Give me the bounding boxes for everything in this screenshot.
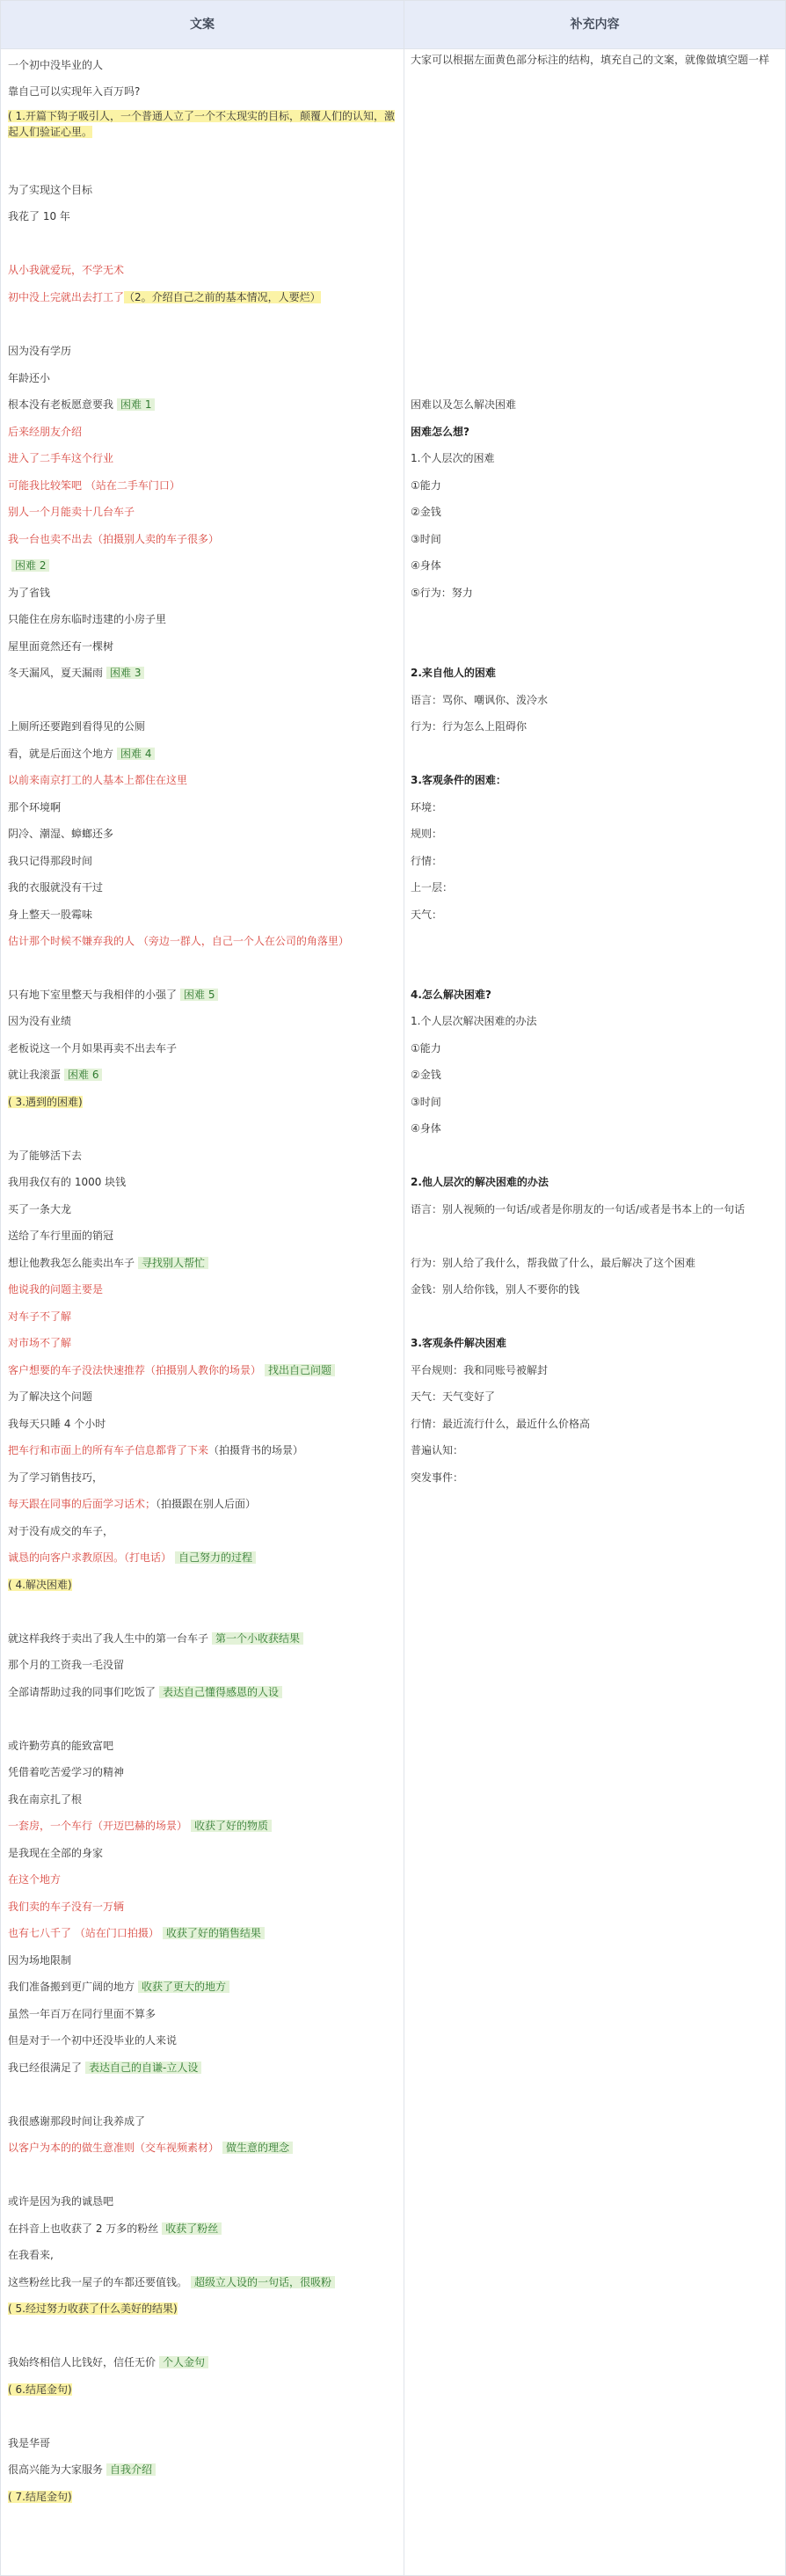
annotation-tag: 个人金句 [159,2356,208,2368]
text-segment: 客户想要的车子没法快速推荐（拍摄别人教你的场景） [8,1364,262,1376]
text-segment: 上厕所还要跑到看得见的公厕 [8,720,146,733]
text-segment: 我在南京扎了根 [8,1793,83,1806]
note-line [411,531,778,547]
copy-line [8,1281,103,1297]
text-segment: 以客户为本的的做生意准则（交车视频素材） [8,2142,220,2154]
note-line [411,692,778,708]
structure-note: ( 6.结尾金句) [8,2383,72,2396]
copy-line [8,1013,71,1029]
copy-line [8,558,49,573]
text-segment: 买了一条大龙 [8,1203,72,1215]
copy-line [8,2274,335,2290]
note-line [411,1067,778,1083]
copy-line [8,2221,222,2237]
copy-line [8,639,113,654]
text-segment: 对于没有成交的车子， [8,1525,114,1537]
text-segment: 凭借着吃苦爱学习的精神 [8,1766,125,1778]
text-segment: 我只记得那段时间 [8,855,93,867]
copy-line [8,1550,256,1565]
note-line [411,558,778,573]
text-segment: 屋里面竟然还有一棵树 [8,640,114,653]
text-segment: 2.来自他人的困难 [411,667,496,679]
text-segment: （拍摄跟在别人后面） [156,1498,257,1510]
text-segment: 诚恳的向客户求教原因。（打电话） [8,1551,172,1564]
note-line [411,1094,778,1110]
text-segment: 上一层： [411,881,454,894]
copy-line [8,1335,71,1351]
text-segment: ④身体 [411,559,441,572]
copy-line [8,1148,82,1164]
text-segment: 一个初中没毕业的人 [8,59,104,71]
text-segment: 年龄还小 [8,372,51,384]
text-segment: 我一台也卖不出去（拍摄别人卖的车子很多） [8,533,220,545]
text-segment: 为了解决这个问题 [8,1390,93,1403]
copy-line [8,1631,303,1646]
note-line [411,853,778,869]
text-segment: 是我现在全部的身家 [8,1847,104,1859]
annotation-tag: 寻找别人帮忙 [138,1257,208,1269]
text-segment: 对市场不了解 [8,1337,72,1349]
note-line [411,1335,778,1351]
annotation-tag: 收获了好的销售结果 [163,1927,265,1939]
text-segment: 初中没上完就出去打工了 [8,291,125,303]
copy-line [8,2435,50,2451]
copy-line [8,2489,72,2505]
copy-line [8,1255,208,1271]
annotation-tag: 第一个小收获结果 [212,1632,303,1645]
note-line [411,772,778,788]
text-segment: 看，就是后面这个地方 [8,748,114,760]
copy-line [8,2301,178,2317]
copy-line [8,1309,71,1324]
text-segment: 平台规则：我和同账号被解封 [411,1364,549,1376]
copy-line [8,108,395,140]
note-line [411,719,778,734]
copy-line [8,1094,83,1110]
copy-line [8,1657,124,1673]
text-segment: 行情： [411,855,443,867]
text-segment: 困难怎么想? [411,426,469,438]
text-segment: 天气：天气变好了 [411,1390,496,1403]
annotation-tag: 超级立人设的一句话，很吸粉 [191,2276,335,2288]
copy-line [8,1174,126,1190]
note-line [411,665,778,681]
structure-note: ( 4.解决困难) [8,1579,72,1591]
note-line [411,799,778,815]
note-line [411,826,778,842]
text-segment: 全部请帮助过我的同事们吃饭了 [8,1686,156,1698]
text-segment: 那个月的工资我一毛没留 [8,1659,125,1671]
text-segment: 突发事件： [411,1471,464,1484]
annotation-tag: 困难 5 [180,989,218,1001]
text-segment: 因为场地限制 [8,1954,72,1967]
copy-line [8,879,103,895]
text-segment: 也有七八千了 （站在门口拍摄） [8,1927,159,1939]
copy-line [8,1416,106,1432]
text-segment: 我用我仅有的 1000 块钱 [8,1176,127,1188]
text-segment: 就这样我终于卖出了我人生中的第一台车子 [8,1632,209,1645]
annotation-tag: 自我介绍 [106,2463,156,2476]
text-segment: 但是对于一个初中还没毕业的人来说 [8,2034,178,2047]
text-segment: 行情：最近流行什么，最近什么价格高 [411,1418,591,1430]
copy-line [8,289,321,305]
copy-line [8,665,144,681]
text-segment: 后来经朋友介绍 [8,426,83,438]
text-segment: 因为没有学历 [8,345,72,357]
note-line [411,879,778,895]
note-line [411,1174,778,1190]
copy-line [8,1845,103,1861]
note-line [411,1281,778,1297]
copy-line [8,1952,71,1968]
copy-line [8,2113,145,2129]
copy-line [8,1228,113,1244]
note-line [411,1255,778,1271]
text-segment: ③时间 [411,1096,441,1108]
note-line [411,1470,778,1485]
copy-line [8,2382,72,2397]
copy-line [8,1067,102,1083]
text-segment: 为了省钱 [8,587,51,599]
copy-line [8,826,113,842]
copy-line [8,84,140,99]
text-segment: 3.客观条件解决困难 [411,1337,506,1349]
text-segment: 把车行和市面上的所有车子信息都背了下来 [8,1444,209,1456]
note-line [411,1442,778,1458]
copy-line [8,2032,177,2048]
annotation-tag: 收获了更大的地方 [138,1981,229,1993]
text-segment: 金钱：别人给你钱，别人不要你的钱 [411,1283,580,1295]
copy-line [8,799,61,815]
copy-line [8,2354,208,2370]
text-segment: 困难以及怎么解决困难 [411,398,517,411]
copy-line [8,1684,282,1700]
copy-line [8,424,82,440]
text-segment: 别人一个月能卖十几台车子 [8,506,135,518]
copy-line [8,987,218,1003]
text-segment: 很高兴能为大家服务 [8,2463,104,2476]
text-segment: 行为：别人给了我什么，帮我做了什么，最后解决了这个困难 [411,1257,696,1269]
text-segment: 就让我滚蛋 [8,1069,62,1081]
text-segment: ②金钱 [411,506,441,518]
structure-note: ( 3.遇到的困难) [8,1096,83,1108]
copy-line [8,1925,265,1941]
copy-line [8,262,124,278]
text-segment: 那个环境啊 [8,801,62,814]
copy-line [8,853,92,869]
copy-line [8,2006,156,2022]
column-header-notes: 补充内容 [570,18,620,32]
text-segment: 以前来南京打工的人基本上都住在这里 [8,774,188,786]
copy-line [8,1442,303,1458]
copy-line [8,933,395,949]
copy-line [8,1899,124,1915]
text-segment: 虽然一年百万在同行里面不算多 [8,2008,156,2020]
copy-line [8,504,135,520]
copy-line [8,2140,293,2156]
copy-line [8,1040,177,1056]
copy-line [8,531,219,547]
text-segment: 为了实现这个目标 [8,184,93,196]
note-line [411,52,778,68]
text-segment: 语言：骂你、嘲讽你、泼冷水 [411,694,549,706]
text-segment: 语言：别人视频的一句话/或者是你朋友的一句话/或者是书本上的一句话 [411,1203,746,1215]
copy-line [8,611,166,627]
note-line [411,1013,778,1029]
annotation-tag: 表达自己的自谦-立人设 [85,2062,201,2074]
text-segment: 因为没有业绩 [8,1015,72,1027]
text-segment: ⑤行为：努力 [411,587,473,599]
text-segment: 或许是因为我的诚恳吧 [8,2195,114,2207]
column-header-copy: 文案 [190,18,215,32]
text-segment: 他说我的问题主要是 [8,1283,104,1295]
copy-line [8,370,50,386]
text-segment: 规则： [411,828,443,840]
text-segment: 靠自己可以实现年入百万吗? [8,85,141,98]
copy-line [8,907,92,923]
text-segment: ①能力 [411,1042,441,1054]
note-line [411,907,778,923]
text-segment: 在这个地方 [8,1873,62,1886]
text-segment: 大家可以根据左面黄色部分标注的结构，填充自己的文案，就像做填空题一样 [411,54,770,66]
text-segment: 普遍认知： [411,1444,464,1456]
text-segment: 我们卖的车子没有一万辆 [8,1901,125,1913]
structure-note: ( 7.结尾金句) [8,2491,72,2503]
text-segment: 想让他教我怎么能卖出车子 [8,1257,135,1269]
text-segment: 从小我就爱玩，不学无术 [8,264,125,276]
text-segment: 根本没有老板愿意要我 [8,398,114,411]
note-line [411,504,778,520]
text-segment: 在抖音上也收获了 2 万多的粉丝 [8,2222,159,2235]
text-segment: 老板说这一个月如果再卖不出去车子 [8,1042,178,1054]
copy-line [8,450,113,466]
annotation-tag: 困难 4 [117,748,155,760]
note-line [411,585,778,601]
text-segment: 天气： [411,909,443,921]
note-line [411,450,778,466]
annotation-tag: 收获了粉丝 [162,2222,222,2235]
text-segment: ④身体 [411,1122,441,1135]
text-segment: 我的衣服就没有干过 [8,881,104,894]
text-segment: 冬天漏风，夏天漏雨 [8,667,104,679]
text-segment: 可能我比较笨吧 （站在二手车门口） [8,479,180,492]
note-line [411,1040,778,1056]
note-line [411,478,778,493]
copy-line [8,772,187,788]
text-segment: 只能住在房东临时违建的小房子里 [8,613,167,625]
copy-line [8,2193,113,2209]
annotation-tag: 收获了好的物质 [191,1820,272,1832]
text-segment: 我们准备搬到更广阔的地方 [8,1981,135,1993]
annotation-tag: 困难 3 [106,667,144,679]
note-line [411,1416,778,1432]
annotation-tag: 自己努力的过程 [175,1551,256,1564]
annotation-tag: 困难 6 [64,1069,102,1081]
text-segment: 我每天只睡 4 个小时 [8,1418,106,1430]
text-segment: （拍摄背书的场景） [208,1444,304,1456]
text-segment: 4.怎么解决困难? [411,989,491,1001]
copy-line [8,1979,229,1995]
text-segment: ③时间 [411,533,441,545]
structure-note: ( 1.开篇下钩子吸引人，一个普通人立了一个不太现实的目标，颠覆人们的认知，激起人们验证心里。 [8,110,395,138]
text-segment: 或许勤劳真的能致富吧 [8,1740,114,1752]
annotation-tag: 困难 2 [11,559,49,572]
copy-line [8,2060,201,2076]
text-segment: 一套房，一个车行（开迈巴赫的场景） [8,1820,188,1832]
text-segment: 我始终相信人比钱好，信任无价 [8,2356,156,2368]
copy-line [8,1764,124,1780]
text-segment: 为了学习销售技巧， [8,1471,104,1484]
copy-line [8,746,155,762]
copy-line [8,1201,71,1217]
text-segment: 对车子不了解 [8,1310,72,1323]
note-line [411,1362,778,1378]
note-line [411,397,778,412]
text-segment: 这些粉丝比我一屋子的车都还要值钱。 [8,2276,188,2288]
copy-line [8,57,103,73]
copy-line [8,208,70,224]
text-segment: 1.个人层次解决困难的办法 [411,1015,537,1027]
table-header [1,1,785,49]
copy-line [8,1818,272,1834]
copy-line [8,1362,335,1378]
text-segment: 在我看来, [8,2249,54,2261]
text-segment: 每天跟在同事的后面学习话术； [8,1498,156,1510]
note-line [411,424,778,440]
copy-line [8,1792,82,1807]
note-line [411,1120,778,1136]
copy-line [8,1738,113,1754]
copy-line [8,2462,156,2477]
text-segment: 只有地下室里整天与我相伴的小强了 [8,989,178,1001]
text-segment: 3.客观条件的困难： [411,774,506,786]
text-segment: 环境： [411,801,443,814]
annotation-tag: 做生意的理念 [222,2142,293,2154]
copy-line [8,397,155,412]
text-segment: 2.他人层次的解决困难的办法 [411,1176,549,1188]
copy-line [8,182,92,198]
text-segment: ①能力 [411,479,441,492]
annotation-tag: 找出自己问题 [265,1364,335,1376]
copy-line [8,478,180,493]
annotation-tag: 表达自己懂得感恩的人设 [159,1686,282,1698]
copy-line [8,1523,113,1539]
text-segment: 我花了 10 年 [8,210,70,223]
copy-line [8,585,50,601]
note-line [411,1201,778,1217]
copy-line [8,1577,72,1593]
structure-note: （2。介绍自己之前的基本情况，人要烂） [124,291,321,303]
copy-line [8,1872,61,1887]
copy-line [8,1470,103,1485]
copy-line [8,1389,92,1405]
copy-line [8,1496,256,1512]
text-segment: ②金钱 [411,1069,441,1081]
copy-line [8,719,145,734]
text-segment: 行为：行为怎么上阻碍你 [411,720,528,733]
text-segment: 进入了二手车这个行业 [8,452,114,464]
text-segment: 身上整天一股霉味 [8,909,93,921]
copy-line [8,2247,54,2263]
text-segment: 送给了车行里面的销冠 [8,1230,114,1242]
text-segment: 1.个人层次的困难 [411,452,495,464]
note-line [411,987,778,1003]
note-line [411,1389,778,1405]
text-segment: 我是华哥 [8,2437,51,2449]
text-segment: 我很感谢那段时间让我养成了 [8,2115,146,2127]
structure-note: ( 5.经过努力收获了什么美好的结果) [8,2302,178,2315]
text-segment: 阴冷、潮湿、蟑螂还多 [8,828,114,840]
annotation-tag: 困难 1 [117,398,155,411]
text-segment: 估计那个时候不嫌弃我的人 （旁边一群人，自己一个人在公司的角落里） [8,935,349,947]
text-segment: 我已经很满足了 [8,2062,83,2074]
copy-line [8,343,71,359]
text-segment: 为了能够活下去 [8,1149,83,1162]
